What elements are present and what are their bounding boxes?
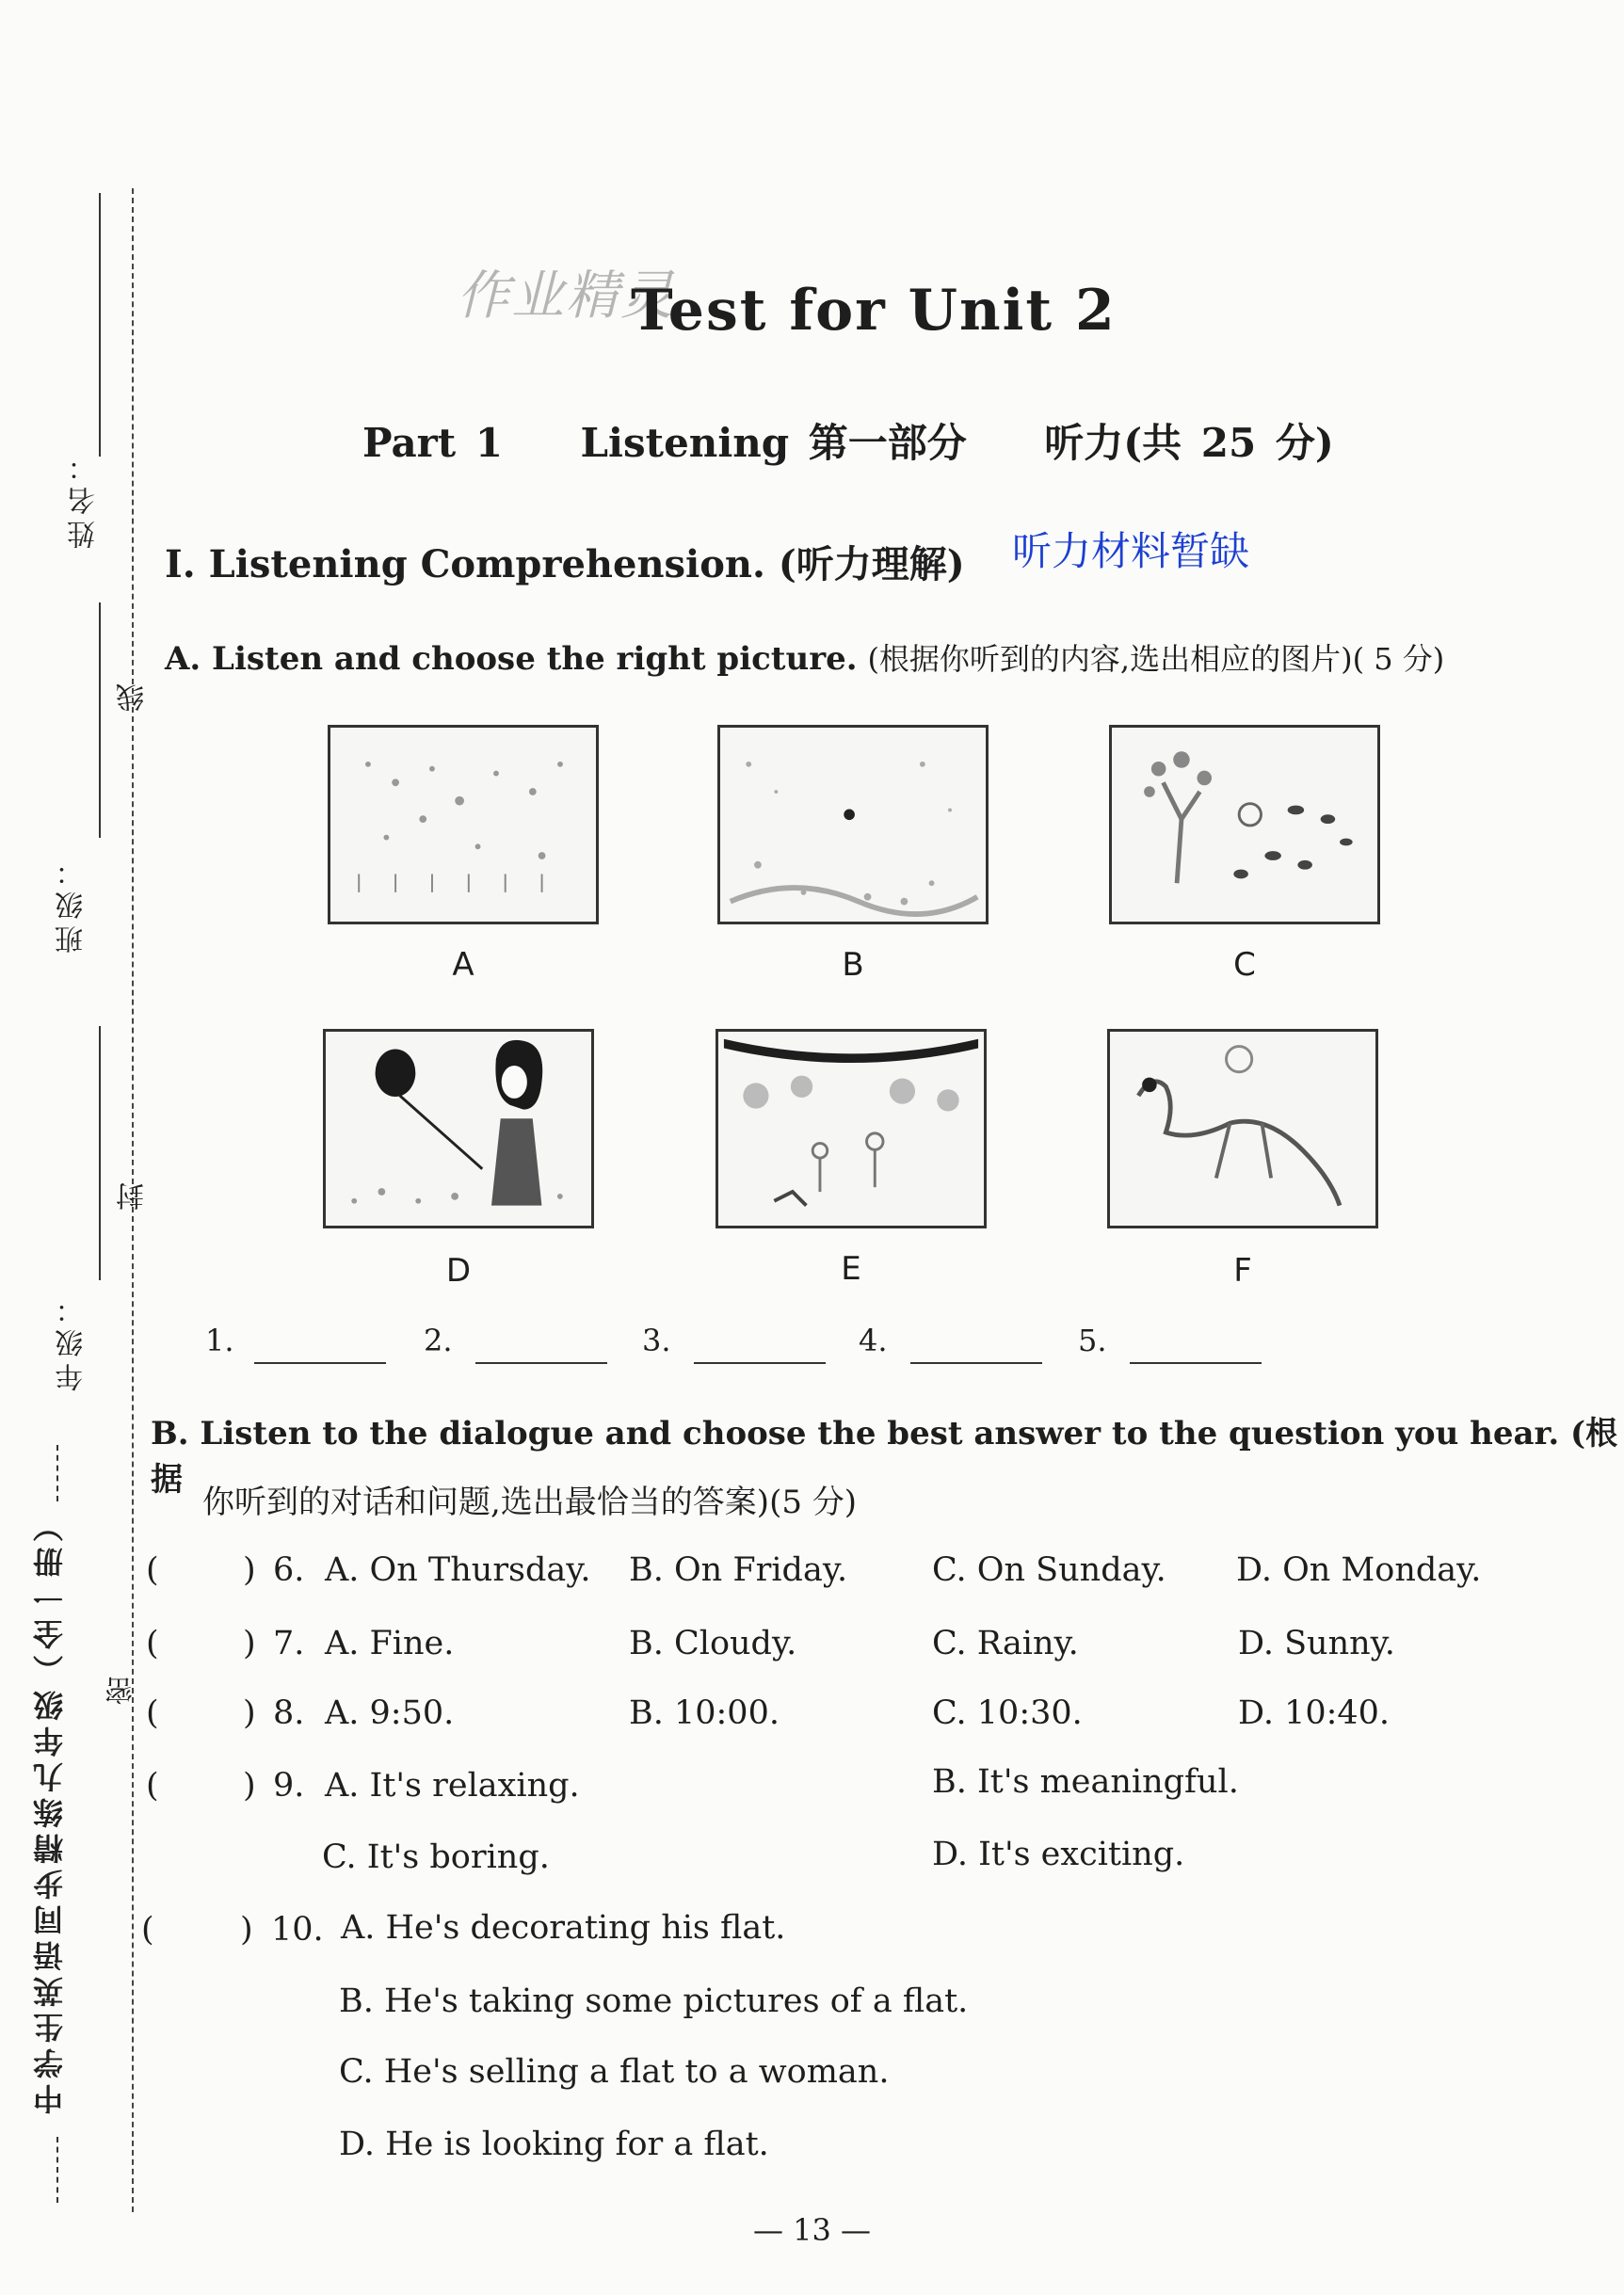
secret-mark: 密	[105, 1671, 138, 1705]
section-b-instruction-line1: B. Listen to the dialogue and choose the best answer to the question you hear. (根据	[151, 1415, 1618, 1499]
q10-option-b: B. He's taking some pictures of a flat.	[339, 1982, 969, 2020]
picture-a-label: A	[452, 946, 474, 984]
q8-number: 8.	[273, 1694, 305, 1732]
book-dash-line	[56, 2137, 58, 2203]
q10-option-a: A. He's decorating his flat.	[341, 1909, 786, 1947]
q8-option-b: B. 10:00.	[629, 1694, 780, 1732]
q6-option-b: B. On Friday.	[629, 1551, 848, 1589]
name-underline	[99, 193, 101, 457]
q6-paren-open[interactable]: (	[146, 1551, 159, 1589]
picture-d-drawing	[326, 1032, 591, 1226]
q7-option-d: D. Sunny.	[1238, 1625, 1395, 1662]
page-number: — 13 —	[752, 2212, 872, 2248]
class-label: 班级：	[56, 852, 88, 954]
picture-e	[716, 1029, 987, 1228]
q8-paren-close: )	[243, 1694, 256, 1732]
blank-5-line[interactable]	[1130, 1362, 1262, 1364]
class-underline	[99, 602, 101, 838]
picture-b-drawing	[720, 728, 986, 922]
q8-option-c: C. 10:30.	[932, 1694, 1083, 1732]
blank-4-number: 4.	[859, 1323, 888, 1358]
picture-b	[717, 725, 989, 924]
picture-f-label: F	[1233, 1252, 1252, 1290]
blank-5-number: 5.	[1078, 1323, 1107, 1358]
q9-option-c: C. It's boring.	[322, 1838, 550, 1876]
q6-option-c: C. On Sunday.	[932, 1551, 1166, 1589]
q6-option-d: D. On Monday.	[1236, 1551, 1482, 1589]
q8-option-d: D. 10:40.	[1238, 1694, 1391, 1732]
section-b-instruction-line2: 你听到的对话和问题,选出最恰当的答案)(5 分)	[202, 1484, 858, 1521]
picture-c-label: C	[1233, 946, 1256, 984]
q10-option-c: C. He's selling a flat to a woman.	[339, 2053, 890, 2091]
part-heading: Part 1 Listening 第一部分 听力(共 25 分)	[362, 420, 1334, 466]
grade-dash-line	[56, 1445, 58, 1501]
seal-mark: 封	[117, 1177, 150, 1211]
q10-option-d: D. He is looking for a flat.	[339, 2126, 769, 2163]
cut-line-mark: 线	[117, 678, 150, 712]
page-title: Test for Unit 2	[631, 278, 1117, 344]
q9-number: 9.	[273, 1767, 305, 1805]
blank-2-line[interactable]	[475, 1362, 607, 1364]
section-heading: I. Listening Comprehension. (听力理解)	[165, 542, 965, 586]
q7-paren-open[interactable]: (	[146, 1625, 159, 1662]
section-a-instruction-en: A. Listen and choose the right picture.	[165, 640, 858, 678]
q7-option-c: C. Rainy.	[932, 1625, 1079, 1662]
q10-number: 10.	[271, 1911, 324, 1949]
q7-number: 7.	[273, 1625, 305, 1662]
picture-a-drawing	[330, 728, 596, 922]
picture-a	[328, 725, 599, 924]
picture-e-label: E	[841, 1250, 861, 1288]
grade-label: 年级：	[56, 1290, 88, 1391]
grade-underline	[99, 1026, 101, 1280]
picture-d	[323, 1029, 594, 1228]
blank-2-number: 2.	[424, 1323, 453, 1358]
picture-b-label: B	[842, 946, 864, 984]
blank-1-line[interactable]	[254, 1362, 386, 1364]
q8-paren-open[interactable]: (	[146, 1694, 159, 1732]
blank-3-number: 3.	[642, 1323, 671, 1358]
picture-f-drawing	[1110, 1032, 1375, 1226]
picture-c-drawing	[1112, 728, 1377, 922]
q7-paren-close: )	[243, 1625, 256, 1662]
q8-option-a: A. 9:50.	[325, 1694, 455, 1732]
book-title: 中学生英语同步精练九年级（全一册）	[32, 1506, 68, 2114]
blank-4-line[interactable]	[910, 1362, 1042, 1364]
q9-paren-close: )	[243, 1767, 256, 1805]
blank-3-line[interactable]	[694, 1362, 826, 1364]
q10-paren-open[interactable]: (	[141, 1911, 154, 1949]
q9-option-a: A. It's relaxing.	[325, 1767, 580, 1805]
q9-option-d: D. It's exciting.	[932, 1836, 1185, 1873]
picture-f	[1107, 1029, 1378, 1228]
picture-c	[1109, 725, 1380, 924]
missing-audio-note: 听力材料暂缺	[1012, 528, 1250, 574]
watermark: 作业精灵	[457, 265, 675, 327]
blank-1-number: 1.	[205, 1323, 234, 1358]
q7-option-b: B. Cloudy.	[629, 1625, 797, 1662]
q9-option-b: B. It's meaningful.	[932, 1763, 1239, 1801]
section-a-instruction	[165, 635, 1444, 679]
picture-d-label: D	[445, 1252, 472, 1290]
picture-e-drawing	[718, 1032, 984, 1226]
q6-number: 6.	[273, 1551, 305, 1589]
q9-paren-open[interactable]: (	[146, 1767, 159, 1805]
q10-paren-close: )	[240, 1911, 253, 1949]
q7-option-a: A. Fine.	[325, 1625, 455, 1662]
name-label: 姓名：	[68, 447, 101, 549]
section-a-instruction-cn: (根据你听到的内容,选出相应的图片)( 5 分)	[867, 641, 1445, 677]
q6-option-a: A. On Thursday.	[325, 1551, 591, 1589]
q6-paren-close: )	[243, 1551, 256, 1589]
